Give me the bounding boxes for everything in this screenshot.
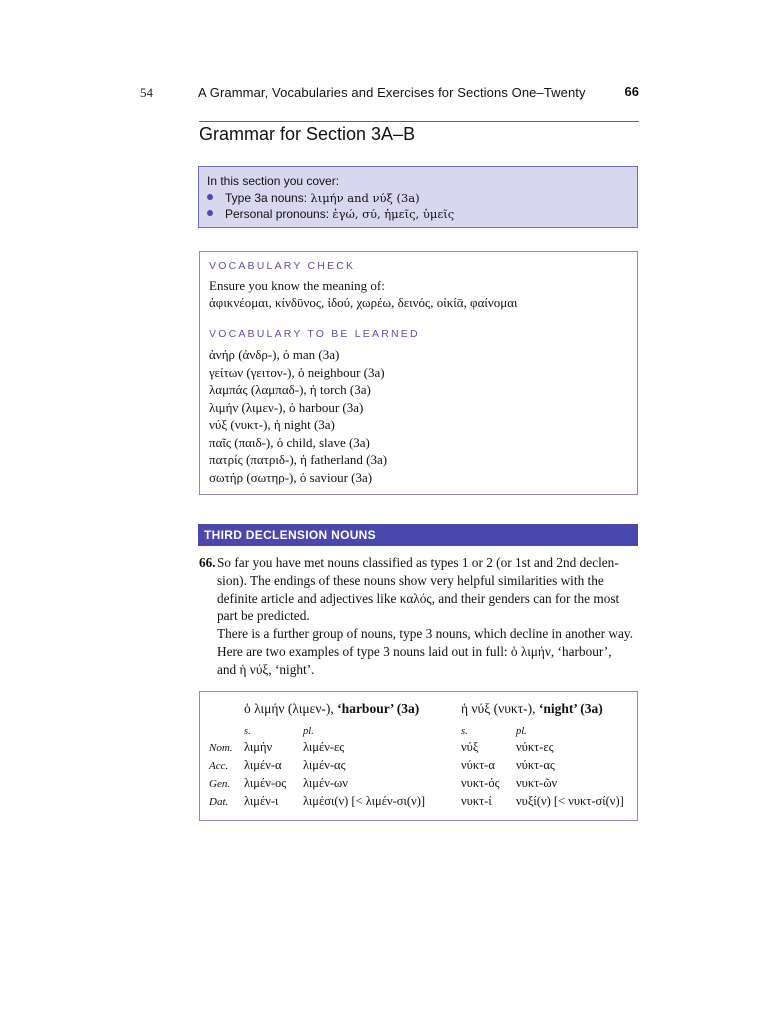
- heading-gloss: ‘harbour’ (3a): [337, 701, 420, 716]
- heading-greek: ἡ νύξ (νυκτ-),: [461, 701, 539, 716]
- form-cell: λιμήν: [244, 740, 273, 754]
- vocab-entry: σωτήρ (σωτηρ-), ὁ saviour (3a): [209, 469, 373, 485]
- section-title: Grammar for Section 3A–B: [199, 124, 416, 144]
- bullet-icon: [207, 210, 213, 216]
- vocab-entry: νύξ (νυκτ-), ἡ night (3a): [209, 417, 335, 432]
- paragraph-line: part be predicted.: [217, 608, 310, 624]
- declension-table: [199, 691, 638, 821]
- cover-item: [207, 207, 454, 221]
- form-cell: λιμέν-ας: [303, 758, 346, 772]
- form-cell: νυκτ-ῶν: [516, 776, 558, 790]
- cover-item: [207, 191, 420, 205]
- form-cell: νύκτ-ες: [516, 740, 554, 754]
- paragraph-line: definite article and adjectives like καλός, and their genders can for the most: [217, 590, 620, 606]
- section-heading: THIRD DECLENSION NOUNS: [204, 528, 376, 542]
- page-number: 54: [140, 85, 153, 100]
- singular-label: s.: [244, 726, 251, 737]
- plural-label: pl.: [303, 726, 314, 737]
- heading-greek: ὁ λιμήν (λιμεν-),: [244, 701, 338, 716]
- form-cell: νύκτ-α: [461, 758, 495, 772]
- form-cell: λιμέν-ος: [244, 776, 287, 790]
- paragraph-line: So far you have met nouns classified as types 1 or 2 (or 1st and 2nd declen-: [217, 555, 619, 570]
- cover-item-greek: λιμήν and νύξ (3a): [310, 191, 420, 205]
- form-cell: νυκτ-ός: [461, 776, 500, 790]
- form-cell: νύξ: [461, 740, 479, 754]
- vocab-entry: πατρίς (πατριδ-), ἡ fatherland (3a): [209, 452, 388, 467]
- cover-box: [198, 166, 638, 228]
- form-cell: λιμέν-ες: [303, 740, 345, 754]
- vocab-entry: παῖς (παιδ-), ὁ child, slave (3a): [209, 434, 370, 450]
- declension-heading-right: [461, 701, 603, 717]
- form-cell: λιμέσι(ν) [< λιμέν-σι(ν)]: [303, 794, 426, 808]
- form-cell: νυκτ-ί: [461, 794, 492, 808]
- cover-intro: In this section you cover:: [207, 174, 340, 188]
- cover-item-greek: ἐγώ, σύ, ἡμεῖς, ὑμεῖς: [332, 207, 455, 221]
- form-cell: λιμέν-ι: [244, 794, 279, 808]
- cover-item-label: Personal pronouns:: [225, 207, 333, 221]
- paragraph-line: Here are two examples of type 3 nouns laid out in full: ὁ λιμήν, ‘harbour’,: [217, 644, 612, 659]
- form-cell: λιμέν-ων: [303, 776, 348, 790]
- vocab-check-words: ἀφικνέομαι, κίνδῡνος, ἰδού, χωρέω, δεινός, οἰκίᾱ, φαίνομαι: [209, 295, 518, 310]
- heading-gloss: ‘night’ (3a): [538, 701, 603, 716]
- cover-item-label: Type 3a nouns:: [225, 191, 311, 205]
- case-label: Nom.: [209, 742, 233, 754]
- section-number: 66: [624, 84, 639, 99]
- running-header: [140, 84, 639, 104]
- vocab-check-heading: VOCABULARY CHECK: [209, 260, 356, 272]
- vocabulary-box: [199, 251, 638, 495]
- form-cell: νυξί(ν) [< νυκτ-σί(ν)]: [516, 794, 624, 808]
- header-rule: [199, 121, 639, 122]
- paragraph-line: and ἡ νύξ, ‘night’.: [217, 661, 315, 677]
- plural-label: pl.: [516, 726, 527, 737]
- case-label: Gen.: [209, 778, 231, 790]
- bullet-icon: [207, 194, 213, 200]
- section-heading-bar: [198, 524, 638, 546]
- paragraph-line: sion). The endings of these nouns show very helpful similarities with the: [217, 572, 604, 588]
- form-cell: λιμέν-α: [244, 758, 282, 772]
- paragraph-number: 66.: [199, 555, 216, 570]
- vocab-entry: λιμήν (λιμεν-), ὁ harbour (3a): [209, 399, 364, 415]
- case-label: Acc.: [209, 760, 229, 772]
- vocab-check-instruction: Ensure you know the meaning of:: [209, 278, 385, 293]
- paragraph-line: There is a further group of nouns, type 3 nouns, which decline in another way.: [217, 626, 634, 642]
- vocab-entry: γείτων (γειτον-), ὁ neighbour (3a): [209, 364, 385, 380]
- case-label: Dat.: [209, 796, 229, 808]
- form-cell: νύκτ-ας: [516, 758, 555, 772]
- vocab-learn-heading: VOCABULARY TO BE LEARNED: [209, 328, 420, 340]
- vocab-entry: λαμπάς (λαμπαδ-), ἡ torch (3a): [209, 382, 371, 397]
- book-title: A Grammar, Vocabularies and Exercises for Sections One–Twenty: [198, 85, 586, 100]
- vocab-entry: ἀνήρ (ἀνδρ-), ὁ man (3a): [209, 347, 340, 362]
- singular-label: s.: [461, 726, 468, 737]
- declension-heading-left: [244, 701, 419, 717]
- vocab-learn-list: [209, 346, 387, 486]
